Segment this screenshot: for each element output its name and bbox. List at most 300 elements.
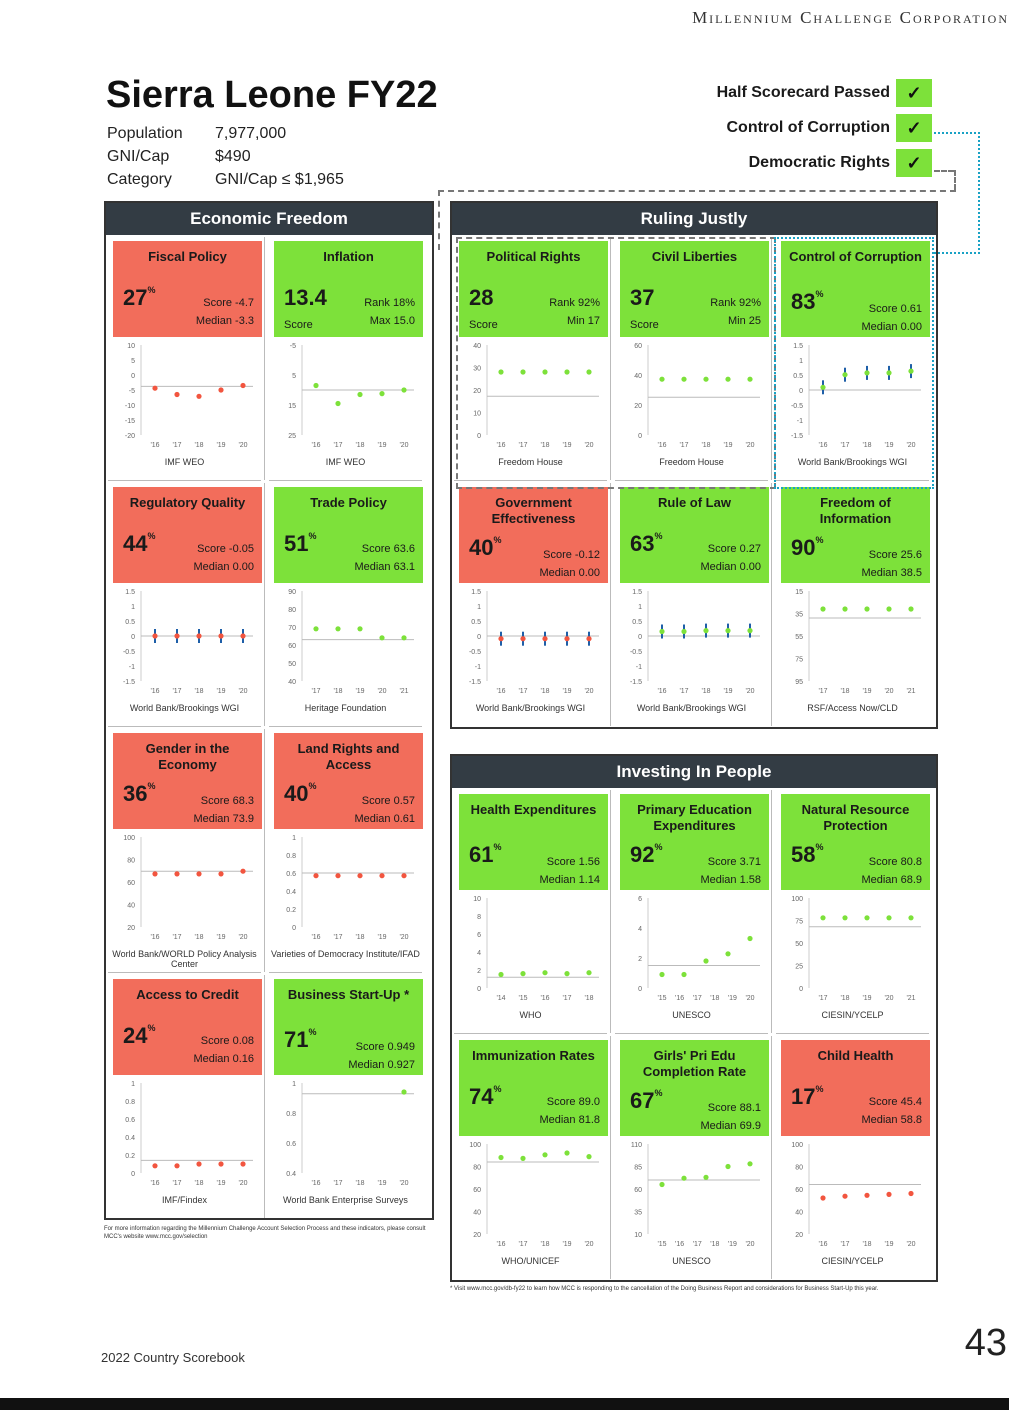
country-info (107, 122, 344, 191)
indicator-trend-chart (459, 585, 608, 705)
data-point (681, 1176, 686, 1181)
indicator-percentile (123, 781, 156, 807)
page-title: Sierra Leone FY22 (106, 74, 438, 116)
y-tick-label: 4 (477, 950, 481, 957)
indicator-score: Score 88.1 (707, 1102, 761, 1114)
y-tick-label: 95 (795, 679, 803, 686)
score-label: Score (284, 319, 313, 331)
y-tick-label: 0.5 (793, 373, 803, 380)
percentile-value: 36 (123, 781, 148, 806)
x-tick-label: '18 (862, 1241, 872, 1248)
y-tick-label: 85 (634, 1164, 642, 1172)
data-point (725, 628, 730, 633)
data-point (313, 383, 318, 388)
x-tick-label: '19 (862, 995, 872, 1002)
x-tick-label: '16 (150, 442, 160, 449)
indicator-median: Median 0.16 (193, 1053, 254, 1065)
indicator-trend-chart (113, 1077, 262, 1197)
y-tick-label: 0.8 (286, 1111, 296, 1118)
x-tick-label: '19 (723, 442, 733, 449)
indicator-card (781, 794, 930, 890)
x-tick-label: '16 (818, 442, 828, 449)
indicator-trend-chart (781, 892, 930, 1012)
y-tick-label: 15 (795, 589, 803, 596)
x-tick-label: '20 (745, 688, 755, 695)
indicator-card (113, 241, 262, 337)
indicator-card (113, 733, 262, 829)
y-tick-label: 0 (638, 433, 642, 440)
x-tick-label: '17 (692, 1241, 702, 1248)
data-point (681, 629, 686, 634)
indicator-trend-chart (274, 1077, 423, 1197)
data-point (335, 873, 340, 878)
indicator-source: WHO (519, 1010, 542, 1020)
indicator-median: Median 1.58 (700, 874, 761, 886)
x-tick-label: '16 (496, 1241, 506, 1248)
y-tick-label: 20 (473, 388, 481, 395)
y-tick-label: 1 (292, 835, 296, 842)
corruption-connector (934, 132, 980, 254)
indicator-percentile (630, 1088, 663, 1114)
y-tick-label: -0.5 (629, 649, 642, 656)
x-tick-label: '16 (496, 688, 506, 695)
percentile-value: 61 (469, 842, 494, 867)
x-tick-label: '19 (562, 1241, 572, 1248)
indicator-score: Score -4.7 (203, 297, 254, 309)
indicator-card (781, 1040, 930, 1136)
data-point (196, 394, 201, 399)
section-investing-people (450, 754, 938, 1282)
y-tick-label: -0.5 (468, 649, 481, 656)
x-tick-label: '18 (540, 442, 550, 449)
y-tick-label: 35 (634, 1209, 642, 1217)
indicator-percentile (469, 1084, 502, 1110)
info-row: GNI/Cap $490 (107, 148, 251, 165)
y-tick-label: 60 (127, 880, 135, 887)
indicator-source: Freedom House (659, 457, 724, 467)
y-tick-label: 1 (638, 604, 642, 611)
indicator-trend-chart (274, 831, 423, 951)
indicator-median: Median 38.5 (861, 567, 922, 579)
indicator-percentile (284, 781, 317, 807)
y-tick-label: 25 (288, 433, 296, 440)
indicator-median: Median 69.9 (700, 1120, 761, 1132)
data-point (842, 1194, 847, 1199)
y-tick-label: 75 (795, 918, 803, 926)
y-tick-label: 0 (131, 1171, 135, 1178)
y-tick-label: 50 (288, 661, 296, 668)
indicator-score: Score -0.12 (543, 549, 600, 561)
y-tick-label: 100 (791, 1142, 803, 1149)
y-tick-label: 40 (127, 902, 135, 910)
indicator-percentile (791, 535, 824, 561)
indicator-title: Health Expenditures (470, 802, 597, 817)
check-icon: ✓ (896, 114, 932, 142)
y-tick-label: 25 (795, 963, 803, 971)
section-economic-freedom (104, 201, 434, 1220)
indicator-trade-policy (269, 483, 422, 726)
x-tick-label: '16 (540, 995, 550, 1002)
x-tick-label: '18 (862, 442, 872, 449)
percentile-value: 27 (123, 285, 148, 310)
percent-sign: % (493, 842, 502, 852)
data-point (152, 871, 157, 876)
data-point (542, 636, 547, 641)
indicator-freedom-of-information (776, 483, 929, 726)
percent-sign: % (147, 531, 156, 541)
data-point (152, 633, 157, 638)
indicator-title: Girls' Pri Edu Completion Rate (642, 1048, 747, 1079)
indicator-health-expenditures (454, 790, 607, 1033)
percent-sign: % (654, 531, 663, 541)
indicator-score: Score 63.6 (361, 543, 415, 555)
percentile-value: 58 (791, 842, 816, 867)
indicator-trend-chart (459, 1138, 608, 1258)
y-tick-label: 6 (638, 896, 642, 903)
y-tick-label: 1 (131, 604, 135, 611)
x-tick-label: '15 (657, 995, 667, 1002)
indicator-title: Control of Corruption (789, 249, 922, 264)
indicator-source: CIESIN/YCELP (821, 1256, 884, 1266)
y-tick-label: 0.8 (286, 853, 296, 860)
x-tick-label: '20 (745, 995, 755, 1002)
y-tick-label: 1 (477, 604, 481, 611)
indicator-source: Heritage Foundation (304, 703, 387, 713)
indicator-score: Score 89.0 (546, 1096, 600, 1108)
indicator-source: UNESCO (672, 1010, 711, 1020)
y-tick-label: 60 (634, 1187, 642, 1194)
x-tick-label: '17 (692, 995, 702, 1002)
economic-indicators (106, 235, 432, 1218)
x-tick-label: '20 (745, 1241, 755, 1248)
x-tick-label: '19 (216, 1180, 226, 1187)
x-tick-label: '19 (216, 688, 226, 695)
y-tick-label: 0 (131, 373, 135, 380)
x-tick-label: '17 (840, 1241, 850, 1248)
x-tick-label: '18 (540, 688, 550, 695)
x-tick-label: '19 (727, 1241, 737, 1248)
data-point (659, 972, 664, 977)
indicator-fiscal-policy (108, 237, 261, 480)
percent-sign: % (654, 842, 663, 852)
indicator-trend-chart (274, 339, 423, 459)
y-tick-label: 1 (131, 1081, 135, 1088)
indicator-title: Trade Policy (310, 495, 387, 510)
x-tick-label: '15 (657, 1241, 667, 1248)
y-tick-label: 35 (795, 611, 803, 619)
indicator-business-start-up (269, 975, 422, 1218)
data-point (703, 1175, 708, 1180)
y-tick-label: 0 (799, 986, 803, 993)
data-point (152, 1163, 157, 1168)
y-tick-label: 40 (634, 373, 642, 380)
x-tick-label: '20 (238, 934, 248, 941)
x-tick-label: '21 (906, 688, 916, 695)
x-tick-label: '18 (194, 442, 204, 449)
x-tick-label: '20 (906, 1241, 916, 1248)
y-tick-label: -5 (289, 343, 296, 350)
x-tick-label: '18 (194, 688, 204, 695)
indicator-card (274, 487, 423, 583)
indicator-source: UNESCO (672, 1256, 711, 1266)
x-tick-label: '19 (562, 442, 572, 449)
data-point (908, 915, 913, 920)
y-tick-label: 40 (473, 1209, 481, 1217)
y-tick-label: 70 (288, 625, 296, 632)
x-tick-label: '19 (377, 442, 387, 449)
data-point (886, 915, 891, 920)
x-tick-label: '19 (562, 688, 572, 695)
x-tick-label: '17 (333, 442, 343, 449)
indicator-title: Immunization Rates (472, 1048, 595, 1063)
indicator-source: World Bank/Brookings WGI (797, 457, 908, 467)
y-tick-label: 1.5 (471, 589, 481, 596)
y-tick-label: 10 (473, 410, 481, 418)
x-tick-label: '16 (496, 442, 506, 449)
y-tick-label: 50 (795, 941, 803, 948)
indicator-median: Median 0.00 (861, 321, 922, 333)
x-tick-label: '19 (862, 688, 872, 695)
x-tick-label: '17 (818, 995, 828, 1002)
percent-sign: % (147, 285, 156, 295)
indicator-card (274, 979, 423, 1075)
footnote-right: * Visit www.mcc.gov/db-fy22 to learn how MCC is responding to the cancellation of the Doing Business Report and considerations for Business Start-Up this year. (450, 1286, 879, 1292)
invest-indicators (452, 788, 936, 1280)
x-tick-label: '15 (518, 995, 528, 1002)
bottom-bar (0, 1398, 1009, 1410)
democratic-rights-connector (438, 190, 440, 250)
data-point (401, 1089, 406, 1094)
x-tick-label: '21 (906, 995, 916, 1002)
indicator-median: Min 25 (727, 315, 761, 327)
x-tick-label: '17 (172, 1180, 182, 1187)
x-tick-label: '20 (399, 442, 409, 449)
percentile-value: 17 (791, 1084, 816, 1109)
indicator-natural-resource-protection (776, 790, 929, 1033)
indicator-primary-education-expenditures (615, 790, 768, 1033)
indicator-card (620, 794, 769, 890)
indicator-title: Inflation (323, 249, 374, 264)
data-point (747, 628, 752, 633)
y-tick-label: 30 (473, 365, 481, 373)
indicator-trend-chart (113, 831, 262, 951)
indicator-source: IMF/Findex (161, 1195, 207, 1205)
y-tick-label: 6 (477, 932, 481, 939)
percent-sign: % (308, 781, 317, 791)
indicator-trend-chart (113, 339, 262, 459)
check-icon: ✓ (896, 149, 932, 177)
data-point (498, 1155, 503, 1160)
data-point (218, 633, 223, 638)
y-tick-label: 5 (292, 373, 296, 380)
y-tick-label: 0.2 (125, 1153, 135, 1160)
data-point (196, 633, 201, 638)
x-tick-label: '18 (840, 995, 850, 1002)
y-tick-label: -20 (124, 433, 135, 440)
x-tick-label: '18 (840, 688, 850, 695)
x-tick-label: '16 (657, 442, 667, 449)
data-point (357, 626, 362, 631)
indicator-title: Government Effectiveness (491, 495, 576, 526)
y-tick-label: 0.5 (471, 619, 481, 626)
indicator-percentile (469, 842, 502, 868)
indicator-trend-chart (459, 892, 608, 1012)
section-title: Ruling Justly (452, 203, 936, 235)
percent-sign: % (147, 781, 156, 791)
indicator-source: CIESIN/YCELP (821, 1010, 884, 1020)
y-tick-label: -1.5 (122, 679, 135, 686)
percent-sign: % (815, 842, 824, 852)
indicator-percentile (123, 1023, 156, 1049)
data-point (357, 392, 362, 397)
data-point (218, 387, 223, 392)
y-tick-label: -1 (128, 664, 135, 671)
x-tick-label: '20 (584, 442, 594, 449)
data-point (864, 1193, 869, 1198)
y-tick-label: 90 (288, 589, 296, 596)
x-tick-label: '19 (884, 1241, 894, 1248)
indicator-source: World Bank/WORLD Policy Analysis Center (112, 949, 257, 969)
indicator-card (113, 487, 262, 583)
x-tick-label: '17 (172, 442, 182, 449)
x-tick-label: '16 (150, 1180, 160, 1187)
indicator-median: Max 15.0 (369, 315, 415, 327)
indicator-title: Gender in the Economy (145, 741, 230, 772)
y-tick-label: 0 (477, 986, 481, 993)
y-tick-label: 0.6 (286, 871, 296, 878)
indicator-percentile (469, 535, 502, 561)
indicator-trend-chart (781, 585, 930, 705)
indicator-median: Median 63.1 (354, 561, 415, 573)
y-tick-label: 1.5 (632, 589, 642, 596)
indicator-score: Rank 92% (549, 297, 600, 309)
y-tick-label: 0.4 (286, 1171, 296, 1178)
section-title: Economic Freedom (106, 203, 432, 235)
data-point (864, 915, 869, 920)
y-tick-label: 20 (634, 403, 642, 410)
y-tick-label: 80 (127, 857, 135, 865)
x-tick-label: '19 (216, 442, 226, 449)
indicator-median: Median 0.00 (539, 567, 600, 579)
info-row: Population 7,977,000 (107, 125, 287, 142)
indicator-card (459, 794, 608, 890)
data-point (908, 606, 913, 611)
data-point (520, 971, 525, 976)
y-tick-label: 60 (795, 1187, 803, 1194)
data-point (498, 636, 503, 641)
x-tick-label: '18 (194, 1180, 204, 1187)
x-tick-label: '19 (355, 688, 365, 695)
percentile-value: 90 (791, 535, 816, 560)
indicator-girls-pri-edu-completion-rate (615, 1036, 768, 1279)
x-tick-label: '18 (701, 688, 711, 695)
indicator-median: Min 17 (566, 315, 600, 327)
percentile-value: 92 (630, 842, 655, 867)
data-point (240, 1161, 245, 1166)
data-point (820, 1195, 825, 1200)
indicator-inflation (269, 237, 422, 480)
percent-sign: % (493, 535, 502, 545)
percentile-value: 83 (791, 289, 816, 314)
data-point (498, 972, 503, 977)
y-tick-label: 0 (477, 634, 481, 641)
data-point (542, 1152, 547, 1157)
data-point (152, 386, 157, 391)
data-point (564, 971, 569, 976)
data-point (586, 636, 591, 641)
y-tick-label: 0 (292, 925, 296, 932)
x-tick-label: '17 (172, 934, 182, 941)
indicator-card (113, 979, 262, 1075)
indicator-score: Rank 92% (710, 297, 761, 309)
indicator-percentile (630, 531, 663, 557)
pass-checklist (640, 78, 932, 183)
indicator-title: Freedom of Information (819, 495, 892, 526)
y-tick-label: 100 (791, 896, 803, 903)
data-point (174, 1163, 179, 1168)
y-tick-label: -0.5 (790, 403, 803, 410)
x-tick-label: '17 (518, 442, 528, 449)
indicator-regulatory-quality (108, 483, 261, 726)
percent-sign: % (147, 1023, 156, 1033)
x-tick-label: '20 (884, 688, 894, 695)
y-tick-label: 0 (638, 634, 642, 641)
indicator-title: Natural Resource Protection (801, 802, 910, 833)
indicator-immunization-rates (454, 1036, 607, 1279)
y-tick-label: 75 (795, 656, 803, 664)
percentile-value: 40 (469, 535, 494, 560)
y-tick-label: 0 (477, 433, 481, 440)
indicator-median: Median 73.9 (193, 813, 254, 825)
indicator-title: Access to Credit (136, 987, 239, 1002)
indicator-score: Score 0.57 (361, 795, 415, 807)
indicator-card (274, 241, 423, 337)
data-point (379, 635, 384, 640)
data-point (335, 401, 340, 406)
indicator-source: RSF/Access Now/CLD (807, 703, 898, 713)
x-tick-label: '21 (399, 688, 409, 695)
data-point (842, 915, 847, 920)
x-tick-label: '19 (727, 995, 737, 1002)
x-tick-label: '20 (399, 1180, 409, 1187)
y-tick-label: -1 (474, 664, 481, 671)
y-tick-label: 100 (123, 835, 135, 842)
x-tick-label: '20 (584, 688, 594, 695)
x-tick-label: '20 (906, 442, 916, 449)
data-point (542, 970, 547, 975)
x-tick-label: '20 (377, 688, 387, 695)
indicator-score: Score 68.3 (200, 795, 254, 807)
y-tick-label: 1 (799, 358, 803, 365)
indicator-source: IMF WEO (164, 457, 205, 467)
y-tick-label: 0 (131, 634, 135, 641)
y-tick-label: 20 (127, 925, 135, 932)
y-tick-label: 0.4 (286, 889, 296, 896)
indicator-score: Score 0.08 (200, 1035, 254, 1047)
x-tick-label: '17 (818, 688, 828, 695)
democratic-rights-connector (438, 190, 956, 192)
data-point (659, 629, 664, 634)
indicator-median: Median 58.8 (861, 1114, 922, 1126)
data-point (174, 633, 179, 638)
data-point (886, 1192, 891, 1197)
y-tick-label: 0.2 (286, 907, 296, 914)
x-tick-label: '17 (679, 442, 689, 449)
x-tick-label: '20 (884, 995, 894, 1002)
indicator-median: Median 0.00 (193, 561, 254, 573)
y-tick-label: -1.5 (790, 433, 803, 440)
percentile-value: 13.4 (284, 285, 327, 310)
